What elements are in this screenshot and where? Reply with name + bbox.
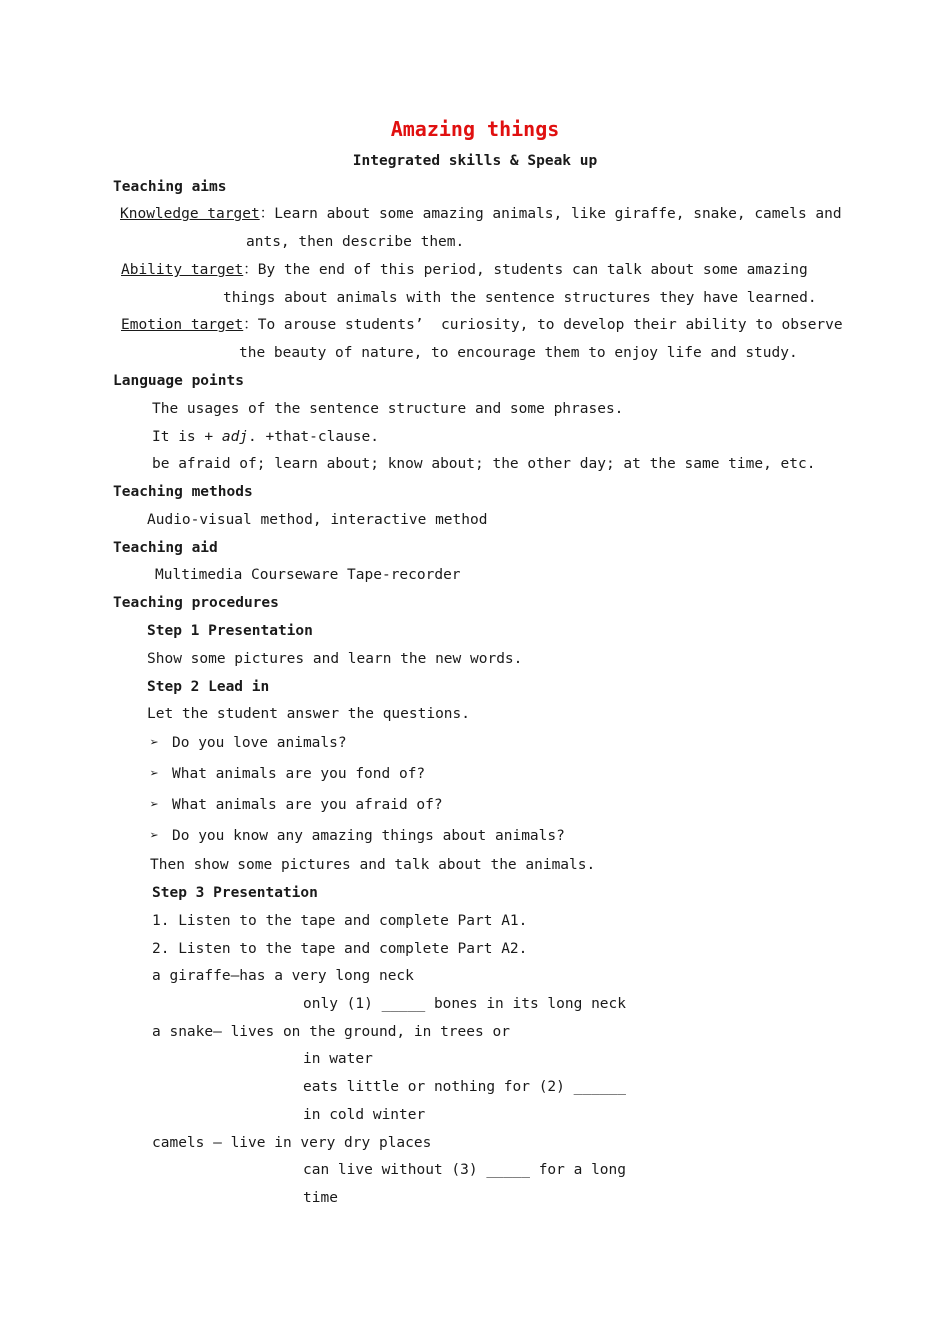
- language-points-heading: Language points: [113, 373, 244, 389]
- step2-heading: Step 2 Lead in: [147, 679, 270, 695]
- knowledge-target-label: Knowledge target: [120, 206, 260, 222]
- snake-line-4: in cold winter: [303, 1107, 426, 1123]
- step3-item-1: 1. Listen to the tape and complete Part A1.: [152, 913, 528, 929]
- knowledge-target-text: Learn about some amazing animals, like giraffe, snake, camels and: [274, 206, 842, 222]
- ability-target-sep: ：: [243, 262, 258, 278]
- emotion-target: [121, 315, 843, 335]
- snake-line-1: a snake— lives on the ground, in trees or: [152, 1024, 510, 1040]
- question-item: [150, 733, 347, 753]
- language-point-2-adj: adj: [221, 429, 249, 445]
- knowledge-target: [120, 204, 842, 224]
- page-title: Amazing things: [390, 117, 560, 141]
- language-point-2-b: . +that-clause.: [248, 429, 379, 445]
- language-point-2-a: It is +: [152, 429, 222, 445]
- emotion-target-label: Emotion target: [121, 317, 244, 333]
- step3-item-2: 2. Listen to the tape and complete Part A2.: [152, 941, 528, 957]
- emotion-target-text: To arouse students’ curiosity, to develop their ability to observe: [257, 317, 843, 333]
- question-item: [150, 826, 565, 846]
- teaching-aims-heading: Teaching aims: [113, 179, 227, 195]
- camels-line-2: can live without (3) _____ for a long: [303, 1162, 627, 1178]
- giraffe-line-1: a giraffe—has a very long neck: [152, 968, 414, 984]
- step3-heading: Step 3 Presentation: [152, 885, 318, 901]
- arrow-bullet-icon: ➢: [150, 735, 159, 751]
- question-text: Do you know any amazing things about animals?: [172, 828, 565, 844]
- snake-line-2: in water: [303, 1051, 373, 1067]
- step2-after: Then show some pictures and talk about the animals.: [150, 857, 596, 873]
- arrow-bullet-icon: ➢: [150, 828, 159, 844]
- page-subtitle: Integrated skills & Speak up: [352, 153, 598, 169]
- teaching-methods-text: Audio-visual method, interactive method: [147, 512, 488, 528]
- teaching-methods-heading: Teaching methods: [113, 484, 253, 500]
- teaching-aid-heading: Teaching aid: [113, 540, 218, 556]
- emotion-target-sep: ：: [243, 317, 258, 333]
- emotion-target-cont: the beauty of nature, to encourage them to enjoy life and study.: [239, 345, 798, 361]
- step1-text: Show some pictures and learn the new words.: [147, 651, 523, 667]
- step2-text: Let the student answer the questions.: [147, 706, 471, 722]
- arrow-bullet-icon: ➢: [150, 797, 159, 813]
- teaching-procedures-heading: Teaching procedures: [113, 595, 279, 611]
- ability-target: [121, 260, 808, 280]
- question-item: [150, 764, 425, 784]
- language-point-3: be afraid of; learn about; know about; the other day; at the same time, etc.: [152, 456, 816, 472]
- teaching-aid-text: Multimedia Courseware Tape-recorder: [155, 567, 461, 583]
- ability-target-label: Ability target: [121, 262, 244, 278]
- snake-line-3: eats little or nothing for (2) ______: [303, 1079, 627, 1095]
- knowledge-target-cont: ants, then describe them.: [246, 234, 465, 250]
- arrow-bullet-icon: ➢: [150, 766, 159, 782]
- question-item: [150, 795, 443, 815]
- language-point-1: The usages of the sentence structure and some phrases.: [152, 401, 624, 417]
- camels-line-3: time: [303, 1190, 338, 1206]
- giraffe-line-2: only (1) _____ bones in its long neck: [303, 996, 627, 1012]
- question-text: What animals are you afraid of?: [172, 797, 443, 813]
- question-text: What animals are you fond of?: [172, 766, 426, 782]
- step1-heading: Step 1 Presentation: [147, 623, 313, 639]
- ability-target-cont: things about animals with the sentence structures they have learned.: [223, 290, 817, 306]
- camels-line-1: camels — live in very dry places: [152, 1135, 432, 1151]
- question-text: Do you love animals?: [172, 735, 347, 751]
- ability-target-text: By the end of this period, students can talk about some amazing: [257, 262, 808, 278]
- language-point-2: [152, 427, 379, 447]
- knowledge-target-sep: ：: [259, 206, 275, 222]
